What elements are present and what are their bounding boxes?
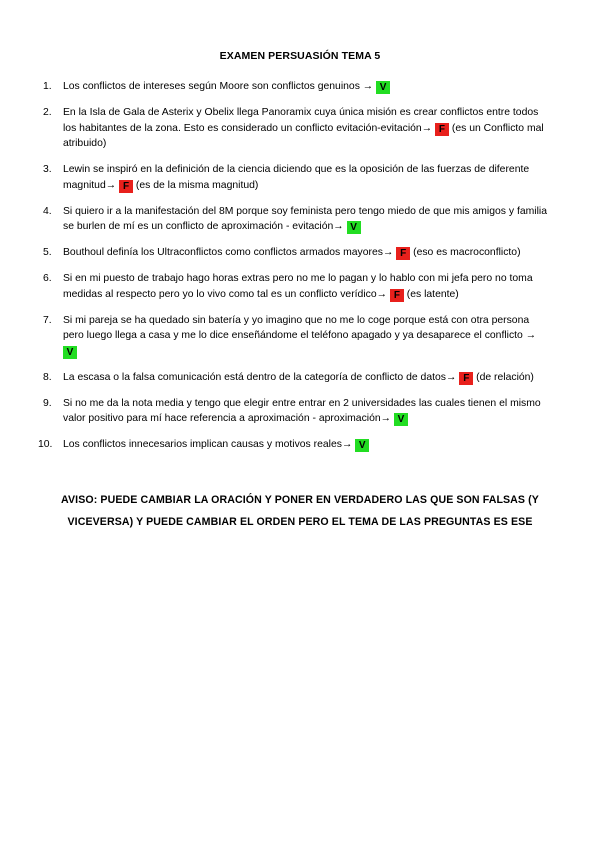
question-number: 6. — [43, 273, 52, 284]
question-item — [43, 396, 548, 427]
question-text: Si no me da la nota media y tengo que elegir entre entrar en 2 universidades las cuales tienen el mismo valor positivo para mí hace referencia a aproximación - aproximación→ — [63, 397, 541, 424]
question-number: 1. — [43, 81, 52, 92]
answer-badge-false: F — [119, 180, 133, 193]
question-text: La escasa o la falsa comunicación está dentro de la categoría de conflicto de datos→ — [63, 371, 460, 383]
answer-note: (es un Conflicto mal atribuido) — [63, 122, 544, 149]
question-item — [43, 162, 548, 193]
question-number: 2. — [43, 107, 52, 118]
answer-badge-false: F — [435, 123, 449, 136]
question-item — [43, 313, 548, 360]
answer-badge-false: F — [396, 247, 410, 260]
answer-badge-true: V — [394, 413, 408, 426]
question-item — [43, 105, 548, 152]
question-number: 8. — [43, 371, 52, 383]
question-number: 4. — [43, 205, 52, 217]
answer-note: (es latente) — [403, 288, 459, 300]
answer-badge-true: V — [355, 439, 369, 452]
question-item — [43, 204, 548, 235]
question-item — [43, 79, 548, 95]
question-text: Lewin se inspiró en la definición de la ciencia diciendo que es la oposición de las fuerzas de diferente magnitud→ — [63, 164, 530, 191]
answer-note: (es de la misma magnitud) — [133, 179, 259, 191]
question-list — [38, 79, 548, 463]
answer-badge-true: V — [376, 81, 390, 94]
question-item — [43, 271, 548, 302]
question-number: 9. — [43, 397, 52, 409]
question-text: En la Isla de Gala de Asterix y Obelix llega Panoramix cuya única misión es crear conflictos entre todos los habitantes de la zona. Esto es considerado un conflicto evitación-evitación→ — [63, 107, 539, 134]
question-text: Si quiero ir a la manifestación del 8M porque soy feminista pero tengo miedo de que mis amigos y familia se burlen de mí es un conflicto de aproximación - evitación→ — [63, 205, 547, 232]
answer-note: (de relación) — [473, 371, 534, 383]
answer-badge-true: V — [347, 221, 361, 234]
document-title: EXAMEN PERSUASIÓN TEMA 5 — [219, 50, 381, 62]
question-number: 5. — [43, 247, 52, 258]
question-number: 7. — [43, 314, 52, 326]
question-text: Los conflictos innecesarios implican causas y motivos reales→ — [63, 439, 356, 450]
answer-note: (eso es macroconflicto) — [410, 247, 521, 258]
question-text: Si en mi puesto de trabajo hago horas extras pero no me lo pagan y lo hablo con mi jefa pero no toma medidas al respecto pero yo lo vivo como tal es un conflicto verídico→ — [63, 273, 533, 300]
question-number: 10. — [38, 439, 53, 450]
question-item — [43, 245, 548, 261]
question-text: Si mi pareja se ha quedado sin batería y yo imagino que no me lo coge porque está con otra persona pero luego llega a casa y me lo dice enseñándome el teléfono apagado y ya desaparece el conflicto → — [63, 314, 537, 341]
answer-badge-false: F — [390, 289, 404, 302]
question-number: 3. — [43, 164, 52, 175]
question-text: Los conflictos de intereses según Moore son conflictos genuinos → — [63, 81, 377, 92]
question-item — [43, 370, 548, 386]
answer-badge-true: V — [63, 346, 77, 359]
answer-badge-false: F — [459, 372, 473, 385]
question-text: Bouthoul definía los Ultraconflictos como conflictos armados mayores→ — [63, 247, 397, 258]
exam-notice: AVISO: PUEDE CAMBIAR LA ORACIÓN Y PONER EN VERDADERO LAS QUE SON FALSAS (Y VICEVERSA) Y PUEDE CAMBIAR EL ORDEN PERO EL TEMA DE LAS PREGUNTAS ES ESE — [61, 494, 539, 528]
question-item — [38, 437, 548, 453]
